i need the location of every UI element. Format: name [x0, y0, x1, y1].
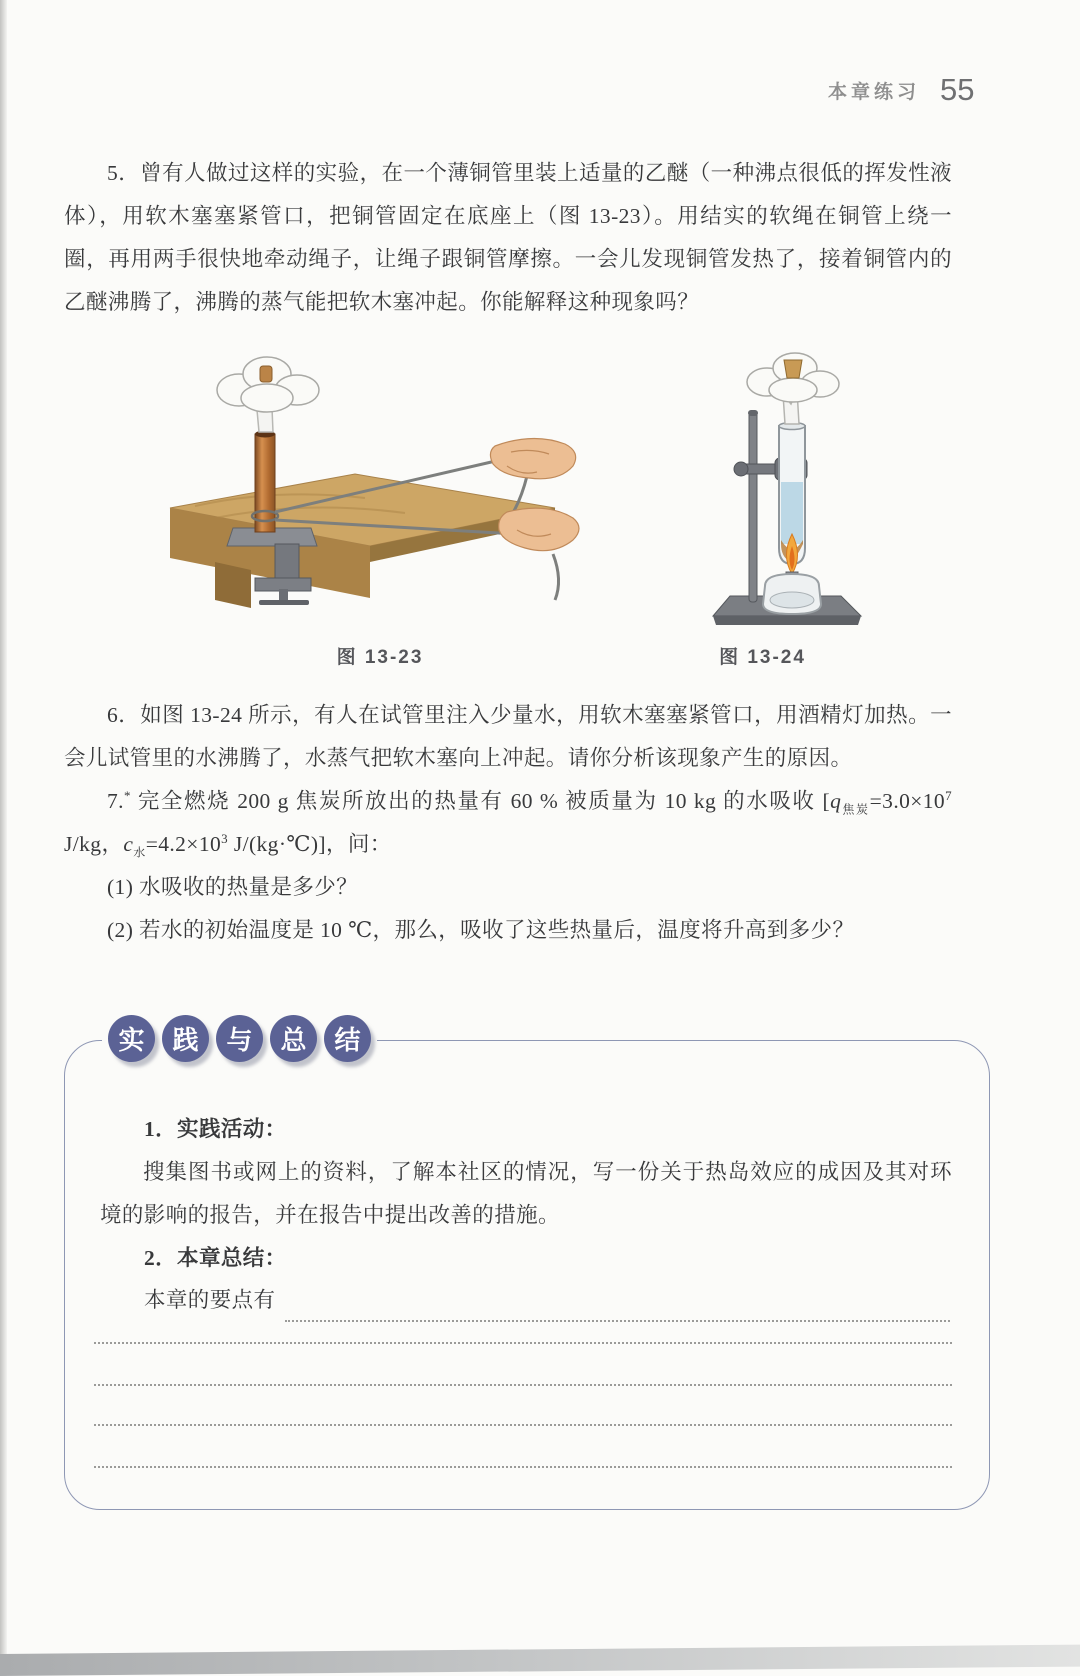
practice-item-2-title: 2．本章总结：: [144, 1246, 287, 1270]
section-title-badges: [102, 1015, 377, 1062]
page-header: [828, 72, 975, 108]
figure-13-23: [155, 348, 605, 615]
summary-blank-line: [94, 1342, 952, 1344]
summary-blank-line: [94, 1384, 952, 1386]
figure-13-23-illustration: [155, 348, 605, 610]
question-7-sub-2: (2) 若水的初始温度是 10 ℃，那么，吸收了这些热量后，温度将升高到多少？: [107, 918, 855, 942]
question-7-sub-1: (1) 水吸收的热量是多少？: [107, 875, 359, 899]
badge-char: 与: [216, 1015, 263, 1062]
q-symbol: q: [830, 789, 842, 813]
summary-lead-text: 本章的要点有: [144, 1288, 276, 1312]
badge-char: 总: [270, 1015, 317, 1062]
summary-blank-line: [94, 1424, 952, 1426]
cork-icon: [784, 360, 802, 378]
summary-blank-line: [94, 1466, 952, 1468]
summary-lead-row: [144, 1279, 950, 1322]
question-6: 6．如图 13-24 所示，有人在试管里注入少量水，用软木塞塞紧管口，用酒精灯加热。一会儿试管里的水沸腾了，水蒸气把软木塞向上冲起。请你分析该现象产生的原因。: [64, 703, 952, 770]
badge-char: 结: [324, 1015, 371, 1062]
figure-13-24-illustration: [645, 342, 880, 632]
figure-13-23-caption: 图 13-23: [336, 647, 424, 668]
badge-char: 实: [108, 1015, 155, 1062]
question-7: 7.* 完全燃烧 200 g 焦炭所放出的热量有 60 % 被质量为 10 kg 的水吸收 [$q_{焦炭}=3.0\times 10^7$ J/kg，$c_水=4.2\times 10^3$ J/(kg·℃)]，问：: [64, 787, 952, 860]
figure-13-24: [645, 342, 880, 637]
summary-blank-leader: [285, 1296, 950, 1322]
cork-icon: [260, 366, 272, 382]
page-bottom-scan-edge: [0, 1645, 1080, 1676]
running-title: 本章练习: [828, 81, 921, 103]
figure-13-24-caption: 图 13-24: [719, 647, 806, 668]
c-symbol: c: [123, 832, 134, 856]
practice-item-1-title: 1．实践活动：: [144, 1117, 287, 1141]
question-5: 5．曾有人做过这样的实验，在一个薄铜管里装上适量的乙醚（一种沸点很低的挥发性液体），用软木塞塞紧管口，把铜管固定在底座上（图 13-23）。用结实的软绳在铜管上绕一圈，再用两手很快地牵动绳子，让绳子跟铜管摩擦。一会儿发现铜管发热了，接着铜管内的乙醚沸腾了，沸腾的蒸气能把软木塞冲起。你能解释这种现象吗？: [64, 161, 952, 314]
badge-char: 践: [162, 1015, 209, 1062]
difficulty-star: *: [123, 787, 131, 803]
page-left-scan-edge: [0, 0, 7, 1676]
practice-item-1-body: 搜集图书或网上的资料，了解本社区的情况，写一份关于热岛效应的成因及其对环境的影响的报告，并在报告中提出改善的措施。: [100, 1160, 952, 1227]
page-number: 55: [940, 72, 975, 107]
